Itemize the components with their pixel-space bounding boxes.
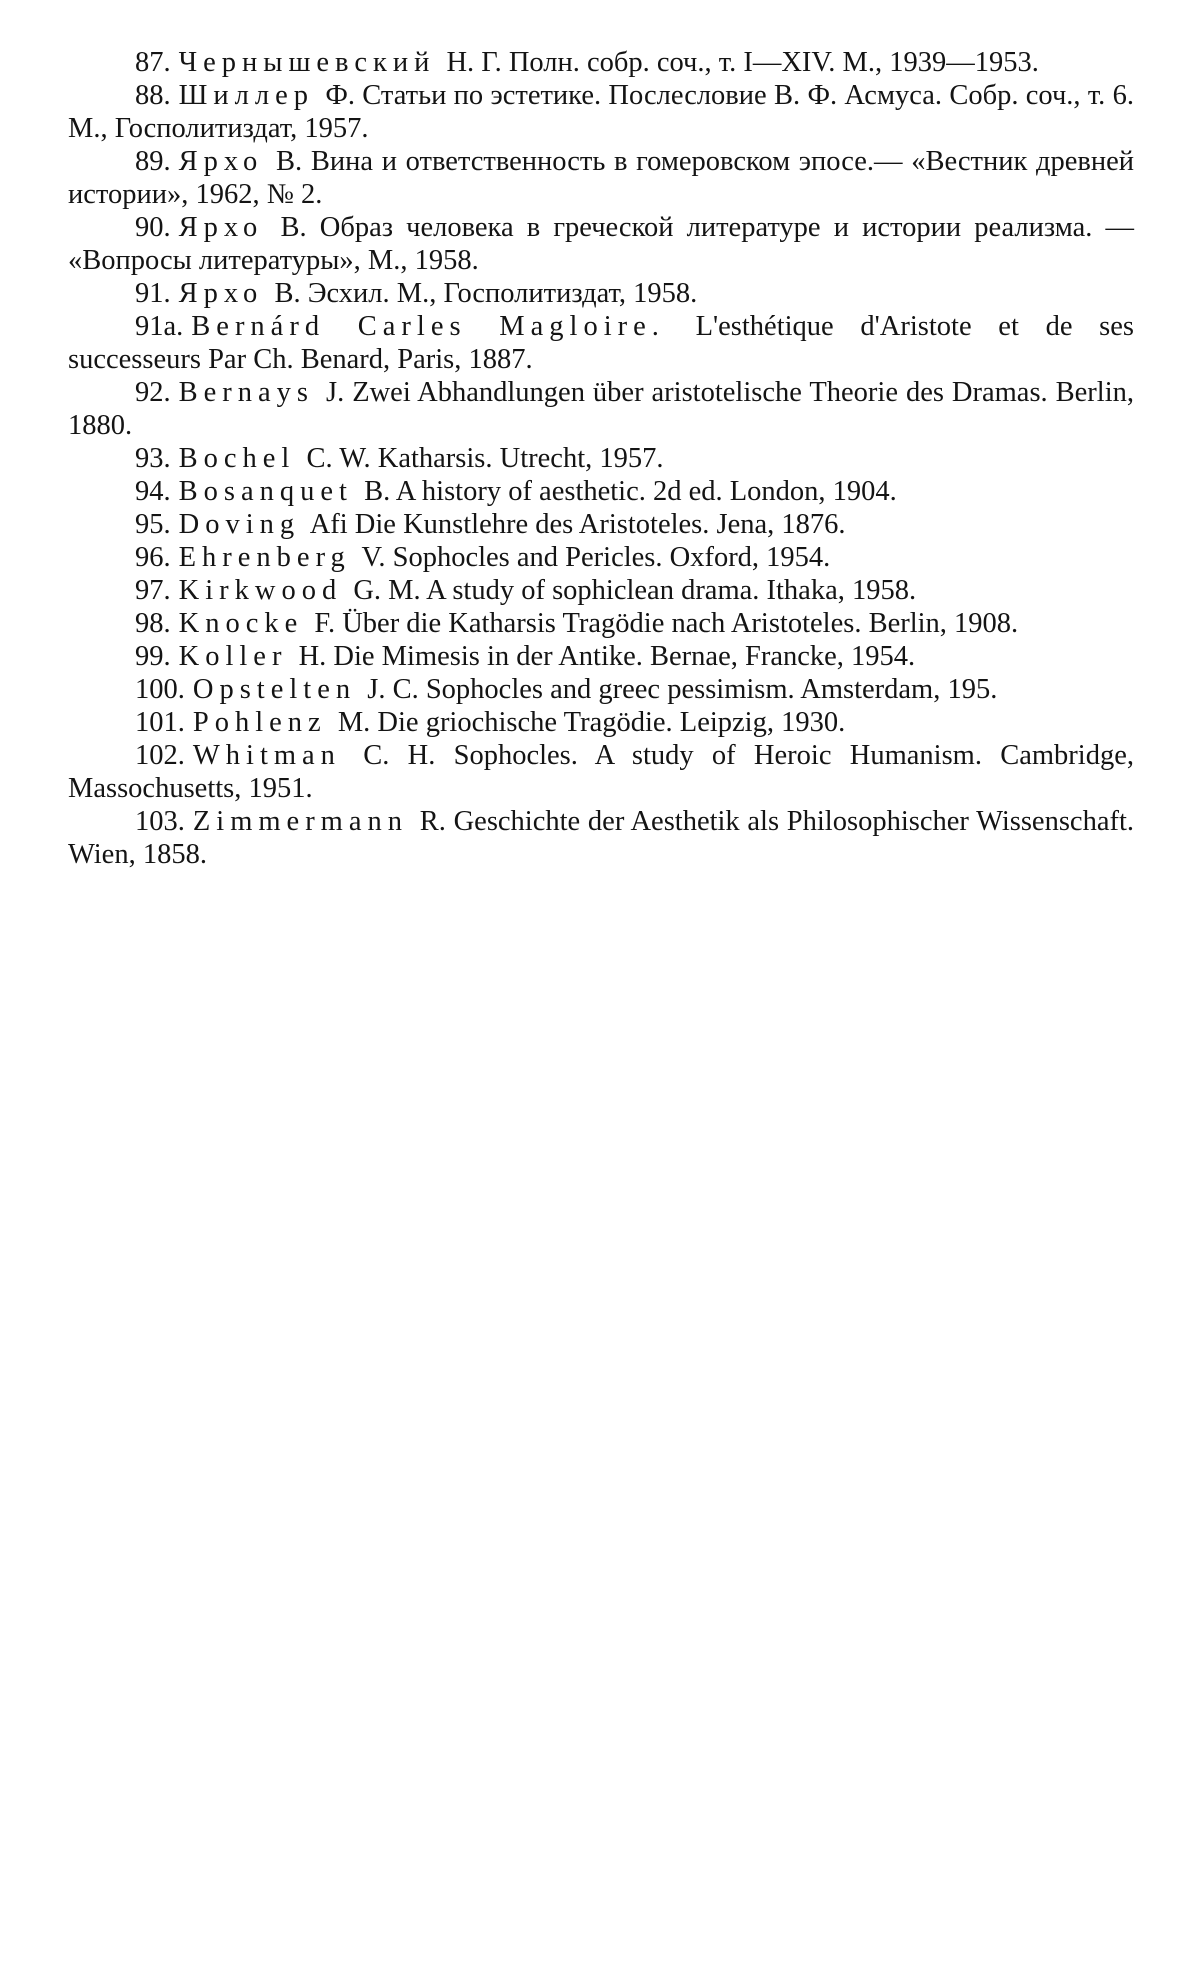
entry-number: 95. bbox=[135, 509, 171, 540]
bibliography-entry-93 bbox=[68, 442, 1134, 475]
entry-author: Ярхо bbox=[178, 212, 264, 243]
entry-number: 98. bbox=[135, 608, 171, 639]
bibliography-entry-94 bbox=[68, 475, 1134, 508]
entry-author: Whitman bbox=[192, 740, 341, 771]
bibliography-entry-103 bbox=[68, 805, 1134, 871]
entry-number: 93. bbox=[135, 443, 171, 474]
entry-text: J. Zwei Abhandlungen über aristotelische Theorie des Dramas. Berlin, 1880. bbox=[68, 377, 1135, 441]
entry-text: В. Образ человека в греческой литературе и истории реализма. — «Вопросы литературы», М., 1958. bbox=[68, 212, 1135, 276]
entry-number: 92. bbox=[135, 377, 171, 408]
entry-author: Zimmermann bbox=[192, 806, 408, 837]
entry-author: Knocke bbox=[178, 608, 304, 639]
entry-number: 87. bbox=[135, 47, 171, 78]
entry-text: L'esthétique d'Aristote et de ses successeurs Par Ch. Benard, Paris, 1887. bbox=[68, 311, 1134, 375]
bibliography-entry-87 bbox=[68, 46, 1134, 79]
entry-number: 96. bbox=[135, 542, 171, 573]
bibliography-list bbox=[68, 46, 1134, 871]
entry-number: 94. bbox=[135, 476, 171, 507]
entry-author: Ярхо bbox=[178, 278, 264, 309]
bibliography-entry-91a bbox=[68, 310, 1134, 376]
entry-text: Ф. Статьи по эстетике. Послесловие В. Ф. Асмуса. Собр. соч., т. 6. М., Госполитиздат, 1957. bbox=[68, 80, 1134, 144]
entry-text: M. Die griochische Tragödie. Leipzig, 1930. bbox=[337, 707, 846, 738]
entry-author: Opstelten bbox=[192, 674, 357, 705]
entry-author: Ярхо bbox=[178, 146, 264, 177]
bibliography-entry-102 bbox=[68, 739, 1134, 805]
entry-author: Koller bbox=[178, 641, 288, 672]
entry-author: Kirkwood bbox=[178, 575, 343, 606]
entry-text: B. A history of aesthetic. 2d ed. London, 1904. bbox=[364, 476, 897, 507]
entry-number: 100. bbox=[135, 674, 185, 705]
entry-author: Doving bbox=[178, 509, 301, 540]
entry-number: 103. bbox=[135, 806, 185, 837]
bibliography-entry-99 bbox=[68, 640, 1134, 673]
entry-text: C. H. Sophocles. A study of Heroic Humanism. Cambridge, Massochusetts, 1951. bbox=[68, 740, 1134, 804]
bibliography-entry-88 bbox=[68, 79, 1134, 145]
entry-author: Pohlenz bbox=[192, 707, 327, 738]
entry-author: Bernárd Carles Magloire. bbox=[191, 311, 665, 342]
bibliography-entry-97 bbox=[68, 574, 1134, 607]
entry-text: J. C. Sophocles and greec pessimism. Amsterdam, 195. bbox=[367, 674, 998, 705]
entry-text: Н. Г. Полн. собр. соч., т. I—XIV. М., 1939—1953. bbox=[446, 47, 1039, 78]
bibliography-entry-101 bbox=[68, 706, 1134, 739]
entry-number: 91a. bbox=[135, 311, 184, 342]
entry-number: 89. bbox=[135, 146, 171, 177]
bibliography-entry-92 bbox=[68, 376, 1134, 442]
bibliography-entry-89 bbox=[68, 145, 1134, 211]
entry-text: F. Über die Katharsis Tragödie nach Aristoteles. Berlin, 1908. bbox=[314, 608, 1019, 639]
bibliography-entry-96 bbox=[68, 541, 1134, 574]
entry-author: Ehrenberg bbox=[178, 542, 351, 573]
entry-text: Afi Die Kunstlehre des Aristoteles. Jena, 1876. bbox=[309, 509, 846, 540]
entry-author: Bochel bbox=[178, 443, 296, 474]
entry-author: Чернышевский bbox=[178, 47, 436, 78]
entry-number: 101. bbox=[135, 707, 185, 738]
entry-number: 88. bbox=[135, 80, 171, 111]
entry-author: Bernays bbox=[178, 377, 315, 408]
entry-text: R. Geschichte der Aesthetik als Philosophischer Wissenschaft. Wien, 1858. bbox=[68, 806, 1135, 870]
bibliography-entry-95 bbox=[68, 508, 1134, 541]
bibliography-entry-90 bbox=[68, 211, 1134, 277]
entry-text: H. Die Mimesis in der Antike. Bernae, Francke, 1954. bbox=[298, 641, 916, 672]
entry-number: 99. bbox=[135, 641, 171, 672]
entry-number: 90. bbox=[135, 212, 171, 243]
entry-number: 91. bbox=[135, 278, 171, 309]
entry-number: 102. bbox=[135, 740, 185, 771]
entry-text: В. Эсхил. М., Госполитиздат, 1958. bbox=[274, 278, 698, 309]
entry-number: 97. bbox=[135, 575, 171, 606]
bibliography-entry-98 bbox=[68, 607, 1134, 640]
entry-author: Bosanquet bbox=[178, 476, 353, 507]
entry-text: В. Вина и ответственность в гомеровском эпосе.— «Вестник древней истории», 1962, № 2. bbox=[68, 146, 1134, 210]
entry-text: C. W. Katharsis. Utrecht, 1957. bbox=[306, 443, 664, 474]
entry-text: G. M. A study of sophiclean drama. Ithaka, 1958. bbox=[353, 575, 917, 606]
bibliography-entry-100 bbox=[68, 673, 1134, 706]
entry-text: V. Sophocles and Pericles. Oxford, 1954. bbox=[361, 542, 831, 573]
entry-author: Шиллер bbox=[178, 80, 314, 111]
bibliography-entry-91 bbox=[68, 277, 1134, 310]
